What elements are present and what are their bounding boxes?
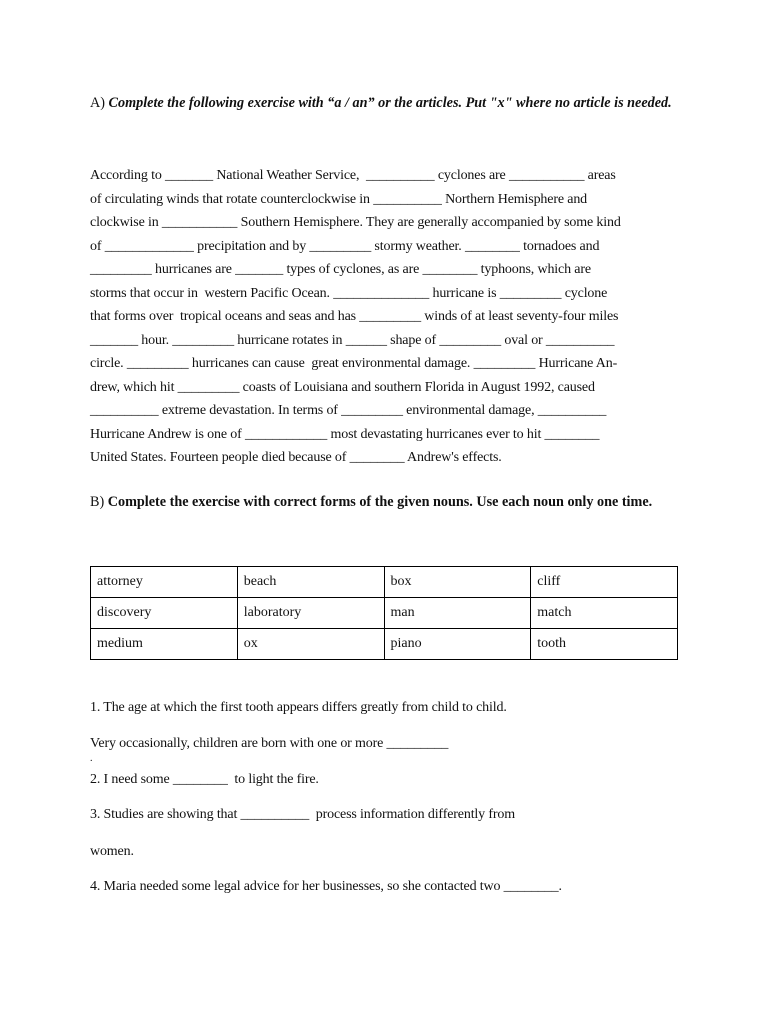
table-row <box>91 629 678 660</box>
table-cell: laboratory <box>237 598 384 629</box>
paragraph-line: According to _______ National Weather Service, __________ cyclones are ___________ areas <box>90 168 616 183</box>
table-cell: tooth <box>531 629 678 660</box>
table-cell: discovery <box>91 598 238 629</box>
question-4: 4. Maria needed some legal advice for her businesses, so she contacted two ________. <box>90 879 562 894</box>
table-row <box>91 598 678 629</box>
paragraph-line: that forms over tropical oceans and seas and has _________ winds of at least seventy-four miles <box>90 309 619 324</box>
paragraph-line: United States. Fourteen people died because of ________ Andrew's effects. <box>90 450 502 465</box>
section-a-paragraph <box>90 164 680 470</box>
table-cell: man <box>384 598 531 629</box>
question-3-continued: women. <box>90 844 134 859</box>
table-cell: beach <box>237 567 384 598</box>
section-b-heading <box>90 491 680 514</box>
table-row <box>91 567 678 598</box>
table-cell: attorney <box>91 567 238 598</box>
paragraph-line: clockwise in ___________ Southern Hemisphere. They are generally accompanied by some kind <box>90 215 621 230</box>
table-cell: ox <box>237 629 384 660</box>
paragraph-line: storms that occur in western Pacific Ocean. ______________ hurricane is _________ cyclone <box>90 285 608 301</box>
question-3: 3. Studies are showing that __________ process information differently from <box>90 807 515 822</box>
paragraph-line: _________ hurricanes are _______ types of cyclones, as are ________ typhoons, which are <box>90 262 591 277</box>
question-1-sentence: Very occasionally, children are born with one or more _________ <box>90 736 449 751</box>
table-cell: box <box>384 567 531 598</box>
paragraph-line: Hurricane Andrew is one of ____________ most devastating hurricanes ever to hit ________ <box>90 426 600 442</box>
paragraph-line: __________ extreme devastation. In terms of _________ environmental damage, __________ <box>90 403 607 418</box>
section-b-label: B) <box>90 494 108 510</box>
question-2: 2. I need some ________ to light the fire. <box>90 772 319 787</box>
table-cell: medium <box>91 629 238 660</box>
section-a-instruction: Complete the following exercise with “a / an” or the articles. Put "x" where no article is needed. <box>108 95 672 111</box>
section-a-label: A) <box>90 95 109 111</box>
question-1-context: 1. The age at which the first tooth appears differs greatly from child to child. <box>90 700 507 715</box>
paragraph-line: of _____________ precipitation and by _________ stormy weather. ________ tornadoes and <box>90 238 600 254</box>
paragraph-line: drew, which hit _________ coasts of Louisiana and southern Florida in August 1992, caused <box>90 379 595 395</box>
paragraph-line: of circulating winds that rotate counterclockwise in __________ Northern Hemisphere and <box>90 191 588 207</box>
question-1-dot: . <box>90 753 93 764</box>
paragraph-line: circle. _________ hurricanes can cause great environmental damage. _________ Hurricane An- <box>90 356 618 371</box>
section-a-heading <box>90 92 680 115</box>
noun-table <box>90 566 678 660</box>
table-cell: piano <box>384 629 531 660</box>
paragraph-line: _______ hour. _________ hurricane rotates in ______ shape of _________ oval or __________ <box>90 332 615 348</box>
table-cell: match <box>531 598 678 629</box>
section-b-instruction: Complete the exercise with correct forms of the given nouns. Use each noun only one time. <box>107 494 653 510</box>
table-cell: cliff <box>531 567 678 598</box>
